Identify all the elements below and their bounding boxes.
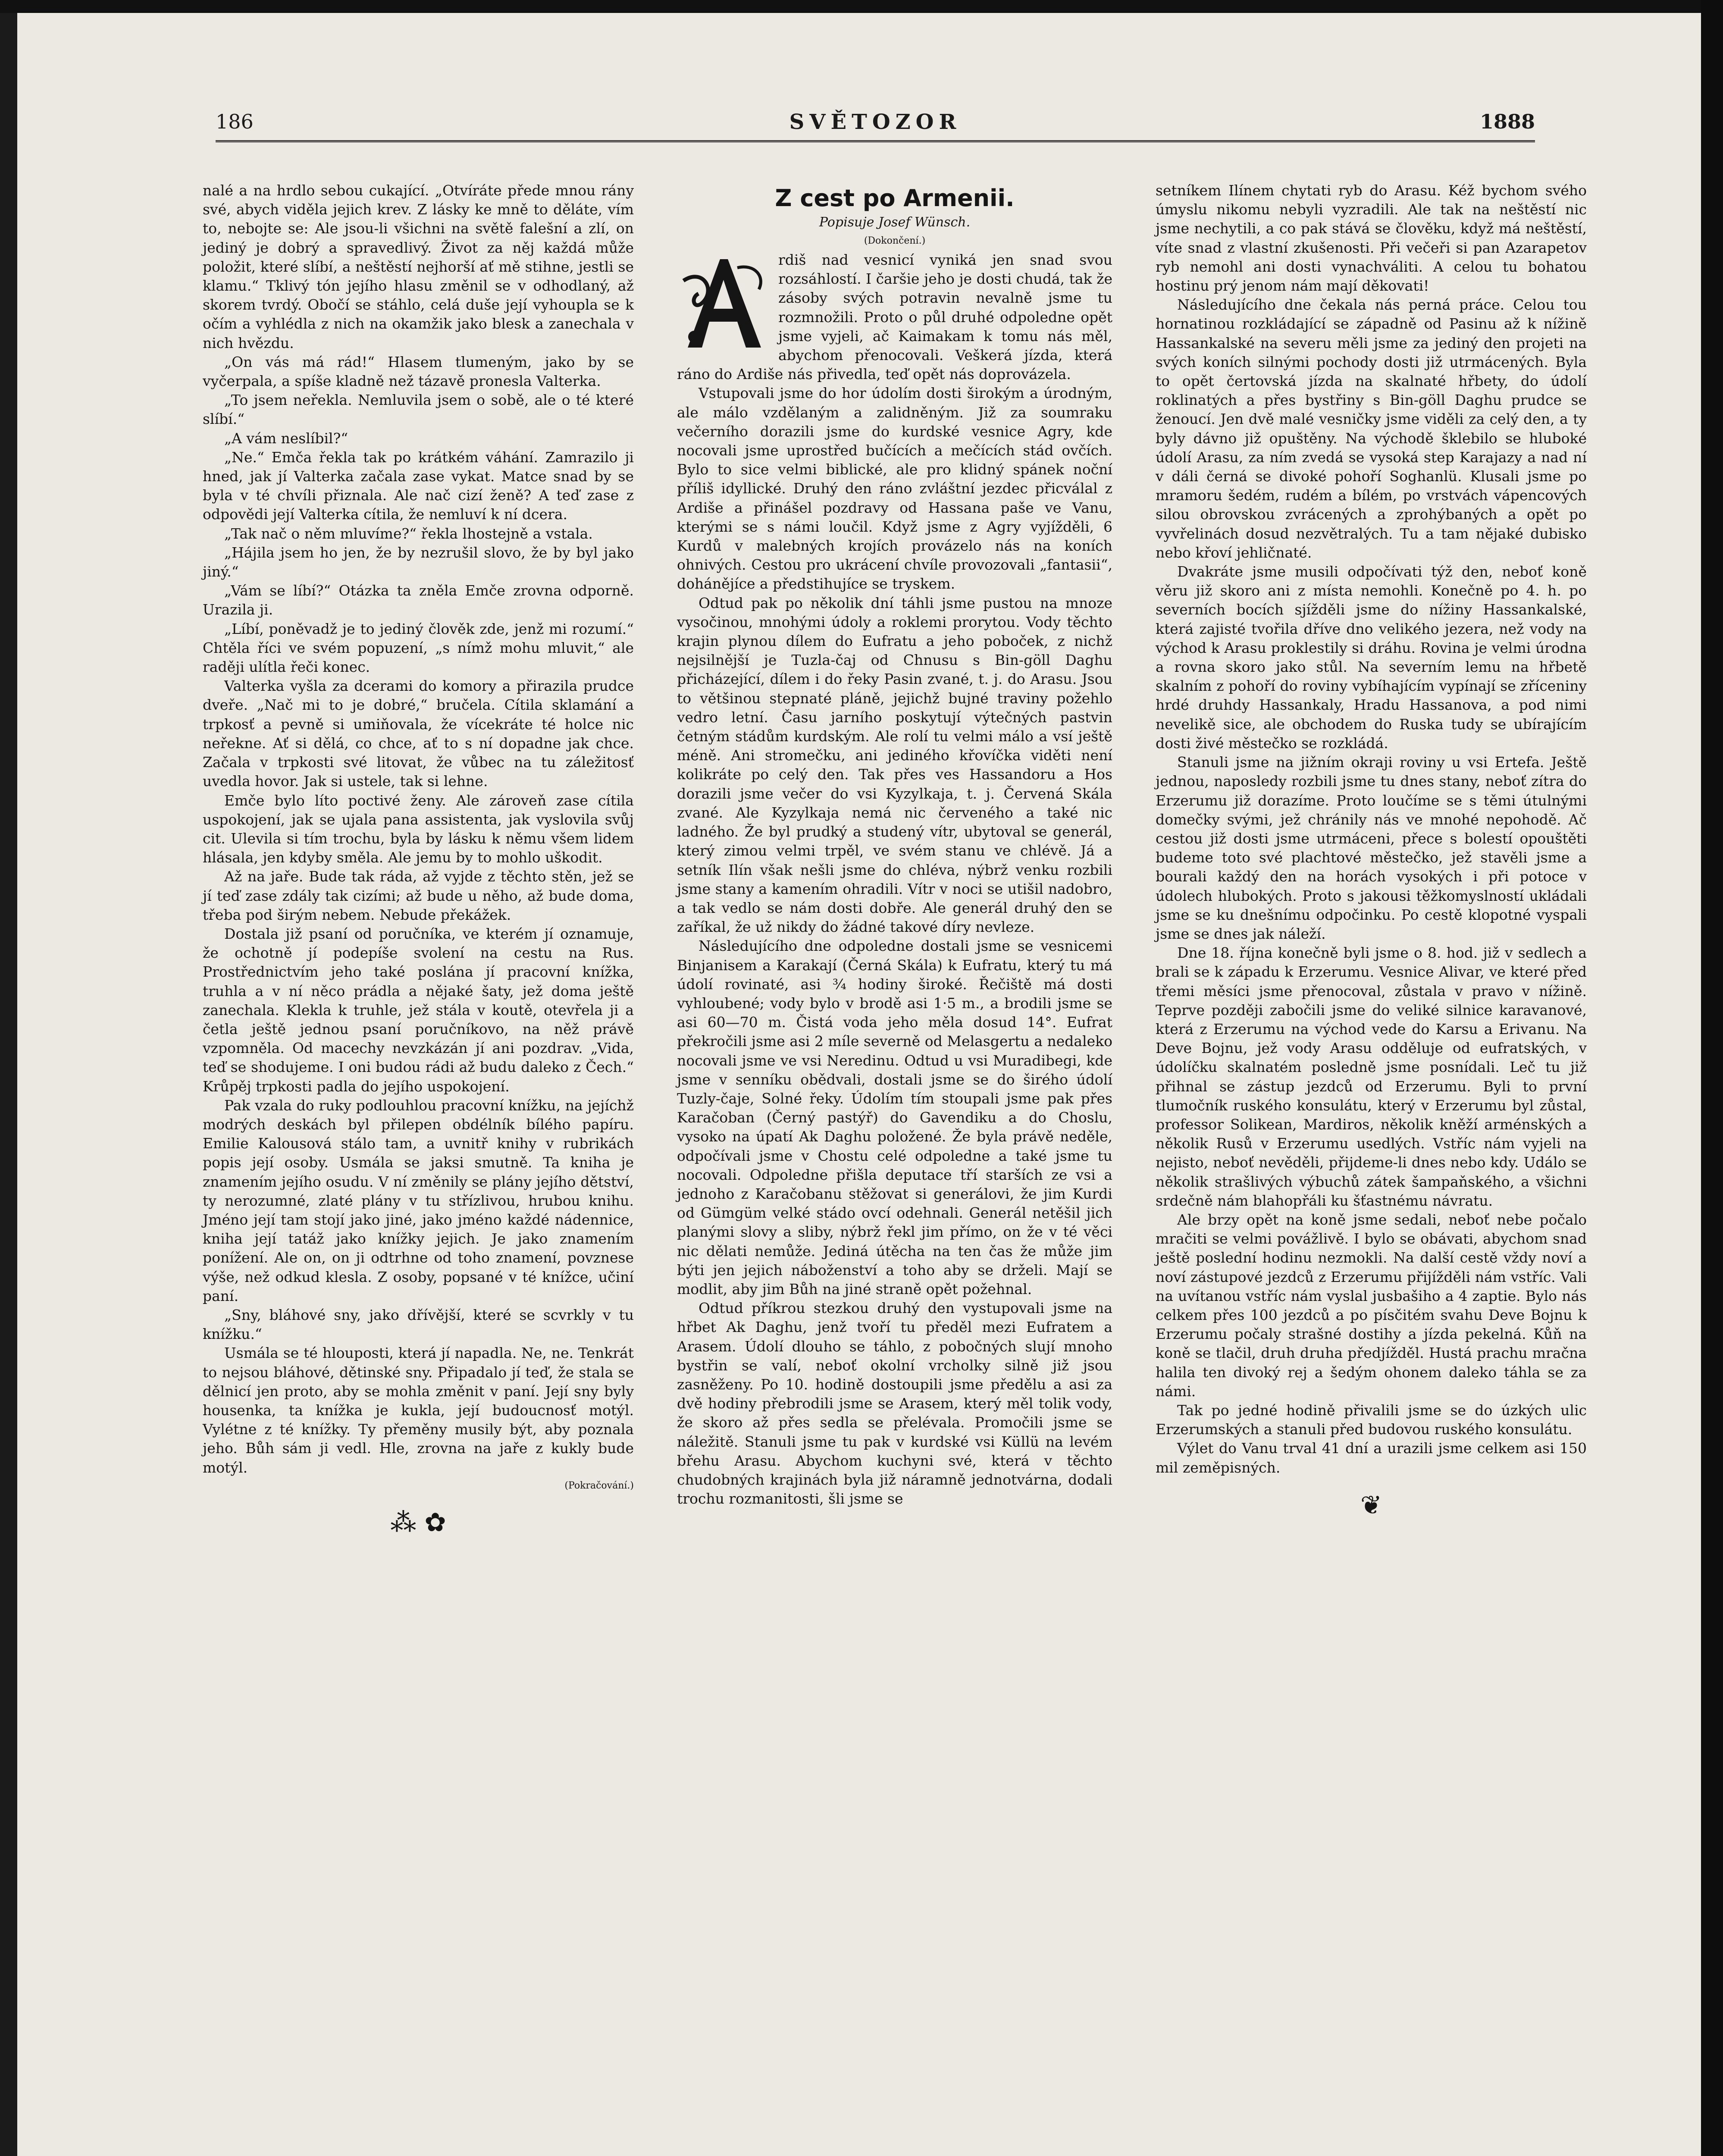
paragraph: „Líbí, poněvadž je to jediný člověk zde, jenž mi rozumí.“ Chtěla říci ve svém popuzení, „s nímž mohu mluvit,“ ale raději ulítla řeči konec. — [203, 620, 634, 676]
paragraph: Dne 18. října konečně byli jsme o 8. hod. již v sedlech a brali se k západu k Erzerumu. Vesnice Alivar, ve které před třemi měsíci jsme přenocoval, zůstala v pravo v nížině. Teprve později zabočili jsme do veliké silnice karavanové, která z Erzerumu na východ vede do Karsu a Erivanu. Na Deve Bojnu, jež vody Arasu odděluje od eufratských, v údolíčku skalnatém posledně jsme posnídali. Leč tu již přihnal se zástup jezdců od Erzerumu. Byli to první tlumočník ruského konsulátu, který v Erzerumu byl zůstal, professor Solikean, Mardiros, několik kněží arménských a několik Rusů v Erzerumu usedlých. Vstříc nám vyjeli na nejisto, neboť nevěděli, přijdeme-li dnes nebo kdy. Událo se několik strašlivých výbuchů zátek šampaňského, a všichni srdečně nám blahopřáli ku šťastnému návratu. — [1156, 944, 1587, 1209]
continued-note: (Pokračování.) — [564, 1480, 634, 1491]
paragraph: Odtud příkrou stezkou druhý den vystupovali jsme na hřbet Ak Daghu, jenž tvoří tu předěl mezi Eufratem a Arasem. Údolí dlouho se táhlo, z pobočných slují mnoho bystřin se valí, neboť okolní vrcholky silně již jsou zasněženy. Po 10. hodině dostoupili jsme předělu a asi za dvě hodiny přebrodili jsme se Arasem, který měl tolik vody, že skoro až přes sedla se přelévala. Promočili jsme se náležitě. Stanuli jsme tu pak v kurdské vsi Küllü na levém břehu Arasu. Abychom kuchyni své, která v těchto chudobných krajinách byla již náramně jednotvárna, dodali trochu rozmanitosti, šli jsme se — [677, 1300, 1112, 1507]
page-header — [216, 110, 1535, 136]
decorative-initial-icon — [677, 251, 770, 352]
paragraph: „On vás má rád!“ Hlasem tlumeným, jako by se vyčerpala, a spíše kladně než tázavě pronesla Valterka. — [203, 353, 634, 390]
paragraph: Vstupovali jsme do hor údolím dosti širokým a úrodným, ale málo vzdělaným a zalidněným. Již za soumraku večerního dorazili jsme do kurdské vesnice Agry, kde nocovali jsme uprostřed bučících a mečících stád ovčích. Bylo to sice velmi biblické, ale pro klidný spánek noční příliš idyllické. Druhý den ráno zvláštní jezdec přicválal z Ardiše a přinášel pozdravy od Hassana paše ve Vanu, kterými se s námi loučil. Když jsme z Agry vyjížděli, 6 Kurdů v malebných krojích provázelo nás na koních ohnivých. Cestou pro ukrácení chvíle provozovali „fantasii“, dohánějíce a předstihujíce se tryskem. — [677, 385, 1112, 592]
year-label: 1888 — [1479, 110, 1535, 133]
paragraph: „To jsem neřekla. Nemluvila jsem o sobě, ale o té které slíbí.“ — [203, 392, 634, 428]
paragraph: „Vám se líbí?“ Otázka ta zněla Emče zrovna odporně. Urazila ji. — [203, 582, 634, 618]
column-middle — [677, 181, 1112, 1508]
floral-ornament-icon: ⁂ ✿ — [390, 1507, 446, 1538]
paragraph: Dostala již psaní od poručníka, ve kterém jí oznamuje, že ochotně jí podepíše svolení na cestu na Rus. Prostřednictvím jeho také poslána jí pracovní knížka, truhla a v ní něco prádla a nějaké šaty, jež doma ještě zanechala. Klekla k truhle, jež stála v koutě, otevřela ji a četla ještě jednou psaní poručníkovo, na něž právě vzpomněla. Od macechy nevzkázán jí ani pozdrav. „Vida, teď se shodujeme. I oni budou rádi až budu daleko z Čech.“ Krůpěj trpkosti padla do jejího uspokojení. — [203, 925, 634, 1095]
magazine-title: SVĚTOZOR — [789, 110, 962, 134]
paragraph: Ale brzy opět na koně jsme sedali, neboť nebe počalo mračiti se velmi povážlivě. I bylo se obávati, abychom snad ještě poslední hodinu nezmokli. Na další cestě vždy noví a noví zástupové jezdců z Erzerumu přijížděli nám vstříc. Vali na uvítanou vstříc nám vyslal jusbašiho a 4 zaptie. Bylo nás celkem přes 100 jezdců a po písčitém svahu Deve Bojnu k Erzerumu počaly strašné dostihy a jízda pekelná. Kůň na koně se tlačil, druh druha předjížděl. Hustá prachu mračna halila ten divoký rej a šedým ohonem daleko táhla se za námi. — [1156, 1211, 1587, 1400]
paragraph: „Hájila jsem ho jen, že by nezrušil slovo, že by byl jako jiný.“ — [203, 544, 634, 580]
paragraph: Následujícího dne čekala nás perná práce. Celou tou hornatinou rozkládající se západně od Pasinu až k nížině Hassankalské na severu měli jsme za jediný den projeti na svých koních silnými pochody dosti již utrmácených. Byla to opět čertovská jízda na skalnaté hřbety, do údolí roklinatých a přes bystřiny s Bin-göll Daghu prudce se ženoucí. Jen dvě malé vesničky jsme viděli za celý den, a ty byly dávno již opuštěny. Na východě šklebilo se hluboké údolí Arasu, za ním zvedá se vysoká step Karajazy a nad ní v dáli černá se divoké pohoří Soghanlü. Klusali jsme po mramoru šedém, rudém a bílém, po vrstvách vápencových silou obrovskou zvrácených a zprohýbaných a opět po vyvřelinách dosud nezvětralých. Tu a tam nějaké dubisko nebo křoví jehličnaté. — [1156, 296, 1587, 561]
drop-cap-letter: A — [714, 321, 727, 341]
paragraph: „Sny, bláhové sny, jako dřívější, které se scvrkly v tu knížku.“ — [203, 1306, 634, 1343]
paragraph: Následujícího dne odpoledne dostali jsme se vesnicemi Binjanisem a Karakají (Černá Skála) k Eufratu, který tu má údolí rovinaté, asi ¾ hodiny široké. Řečiště má dosti vyhloubené; vody bylo v brodě asi 1·5 m., a brodili jsme se asi 60—70 m. Čistá voda jeho měla dosud 14°. Eufrat překročili jsme asi 2 míle severně od Melasgertu a nedaleko nocovali jsme ve vsi Neredinu. Odtud u vsi Muradibegi, kde jsme v senníku obědvali, dostali jsme se do širého údolí Tuzly-čaje, Solné řeky. Údolím tím stoupali jsme pak přes Karačoban (Černý pastýř) do Gavendiku a do Choslu, vysoko na úpatí Ak Daghu položené. Že byla právě neděle, odpočívali jsme v Chostu celé odpoledne a také jsme tu nocovali. Odpoledne přišla deputace tří starších ze vsi a jednoho z Karačobanu stěžovat si generálovi, že jim Kurdi od Gümgüm velké stádo ovcí odehnali. Generál netěšil jich planými slovy a sliby, nýbrž řekl jim přímo, on že v té věci nic dělati nemůže. Jediná útěcha na ten čas že může jim býti jen jejich náboženství a toho aby se drželi. Mají se modlit, aby jim Bůh na jiné straně opět požehnal. — [677, 937, 1112, 1297]
paragraph: Stanuli jsme na jižním okraji roviny u vsi Ertefa. Ještě jednou, naposledy rozbili jsme tu dnes stany, neboť zítra do Erzerumu již dorazíme. Proto loučíme se s těmi útulnými domečky svými, jež chránily nás ve mnohé nepohodě. Ač cestou již dosti jsme utrmáceni, přece s bolestí opouštěti budeme toto své plachtové městečko, jež stavěli jsme a bourali každý den na horách vysokých i při potoce v údolech hlubokých. Proto s jakousi těžkomyslností ukládali jsme se ku dnešnímu odpočinku. Po cestě klopotné vyspali jsme se dnes jak náleží. — [1156, 754, 1587, 942]
fleuron-ornament-icon: ❦ — [1360, 1490, 1382, 1520]
paragraph: Až na jaře. Bude tak ráda, až vyjde z těchto stěn, jež se jí teď zase zdály tak cizími; až bude u něho, až bude doma, třeba pod širým nebem. Nebude překážek. — [203, 868, 634, 923]
column-right — [1156, 181, 1587, 1525]
column-left — [203, 181, 634, 1542]
paragraph: Tak po jedné hodině přivalili jsme se do úzkých ulic Erzerumských a stanuli před budovou ruského konsulátu. — [1156, 1402, 1587, 1438]
paragraph: „Ne.“ Emča řekla tak po krátkém váhání. Zamrazilo ji hned, jak jí Valterka začala zase vykat. Matce snad by se byla v té chvíli přiznala. Ale nač cizí ženě? A teď zase z odpovědi její Valterka cítila, že nemluví k ní dcera. — [203, 448, 634, 523]
paragraph: „A vám neslíbil?“ — [224, 429, 348, 447]
paragraph: Emče bylo líto poctivé ženy. Ale zároveň zase cítila uspokojení, jak se ujala pana assistenta, jak vyslovila svůj cit. Ulevila si tím trochu, byla by lásku k němu všem lidem hlásala, jen kdyby směla. Ale jemu by to mohlo uškodit. — [203, 792, 634, 866]
article-title: Z cest po Armenii. — [775, 185, 1015, 212]
paragraph: Výlet do Vanu trval 41 dní a urazili jsme celkem asi 150 mil zeměpisných. — [1156, 1440, 1587, 1476]
concluded-note: (Dokončení.) — [864, 235, 926, 246]
page-number: 186 — [216, 110, 254, 133]
article-author: Popisuje Josef Wünsch. — [819, 215, 971, 230]
paragraph: Odtud pak po několik dní táhli jsme pustou na mnoze vysočinou, mnohými údoly a roklemi prorytou. Vody těchto krajin plynou dílem do Eufratu a jeho poboček, z nichž nejsilnější je Tuzla-čaj od Chnusu s Bin-göll Daghu přicházející, dílem i do řeky Pasin zvané, t. j. do Arasu. Jsou to většinou stepnaté pláně, jejichž bujné traviny požehlo vedro letní. Času jarního poskytují výtečných pastvin četným stádům kurdským. Ale rolí tu velmi málo a vsí ještě méně. Ani stromečku, ani jediného křovíčka viděti není kolikráte po celý den. Tak přes ves Hassandoru a Hos dorazili jsme večer do vsi Kyzylkaja, t. j. Červená Skála zvané. Ale Kyzylkaja nemá nic červeného a také nic ladného. Že byl prudký a studený vítr, ubytoval se generál, který zimou velmi trpěl, ve svém stanu ve chlévě. Já a setník Ilín však nešli jsme do chléva, nýbrž venku rozbili jsme stany a kamením ohradili. Vítr v noci se utišil nadobro, a tak vedlo se nám dosti dobře. Ale generál druhý den se zaříkal, že už nikdy do žádné takové díry nevleze. — [677, 594, 1112, 936]
paragraph: nalé a na hrdlo sebou cukající. „Otvíráte přede mnou rány své, abych viděla jejich krev. Z lásky ke mně to děláte, vím to, nebojte se: Ale jsou-li všichni na světě falešní a zlí, on jediný je dobrý a spravedlivý. Život za něj každá může položit, které slíbí, a neštěstí nejhorší ať mě stihne, jestli se klamu.“ Tklivý tón jejího hlasu změnil se v odhodlaný, až skorem tvrdý. Obočí se stáhlo, celá duše její vyhoupla se k očím a vyhlédla z nich na okamžik jako blesk a zanechala v nich hvězdu. — [203, 182, 634, 351]
paragraph: setníkem Ilínem chytati ryb do Arasu. Kéž bychom svého úmyslu nikomu nebyli vyzradili. Ale tak na neštěstí nic jsme nechytili, a co pak stává se člověku, když má neštěstí, víte snad z vlastní zkušenosti. Při večeři si pan Azarapetov ryb nemohl ani dosti vynachváliti. A celou tu bohatou hostinu prý jenom nám mají děkovati! — [1156, 182, 1587, 295]
paragraph: Pak vzala do ruky podlouhlou pracovní knížku, na jejíchž modrých deskách byl přilepen obdélník bílého papíru. Emilie Kalousová stálo tam, a uvnitř knihy v rubrikách popis její osoby. Usmála se jaksi smutně. Ta kniha je znamením jejího osudu. V ní změnily se plány jejího dětství, ty nerozumné, zlaté plány v tu střízlivou, hrubou knihu. Jméno její tam stojí jako jiné, jako jméno každé nádennice, kniha její tatáž jako knížky jejich. Je jako znamením ponížení. Ale on, on ji odtrhne od toho znamení, povznese výše, než odkud klesla. Z osoby, popsané v té knížce, učiní paní. — [203, 1097, 634, 1304]
paragraph: „Tak nač o něm mluvíme?“ řekla lhostejně a vstala. — [224, 525, 593, 542]
paragraph: Valterka vyšla za dcerami do komory a přirazila prudce dveře. „Nač mi to je dobré,“ bručela. Cítila sklamání a trpkosť a pevně si umiňovala, že vícekráte té holce nic neřekne. Ať si dělá, co chce, ať to s ní dopadne jak chce. Začala v trpkosti své litovat, že vůbec na tu záležitosť uvedla hovor. Jak si ustele, tak si lehne. — [203, 677, 634, 790]
scan-edge-top — [0, 0, 1723, 13]
paragraph: Usmála se té hlouposti, která jí napadla. Ne, ne. Tenkrát to nejsou bláhové, dětinské sny. Připadalo jí teď, že stala se dělnicí jen proto, aby se mohla změnit v paní. Její sny byly housenka, ta knížka je kukla, její budoucnosť motýl. Vylétne z té knížky. Ty přeměny musily být, aby poznala jeho. Bůh sám ji vedl. Hle, zrovna na jaře z kukly bude motýl. — [203, 1344, 634, 1476]
header-rule — [216, 140, 1535, 142]
paragraph: rdiš nad vesnicí vyniká jen snad svou rozsáhlostí. I čaršie jeho je dosti chudá, tak že zásoby svých potravin nevalně jsme tu rozmnožili. Proto o půl druhé odpoledne opět jsme vyjeli, ač Kaimakam k tomu nás měl, abychom přenocovali. Veškerá jízda, která ráno do Ardiše nás přivedla, teď opět nás doprovázela. — [677, 251, 1112, 383]
scan-edge-right — [1701, 0, 1723, 2156]
paragraph: Dvakráte jsme musili odpočívati týž den, neboť koně věru již skoro ani z místa nemohli. Konečně po 4. h. po severních bocích sjížděli jsme do nížiny Hassankalské, která zajisté tvořila dříve dno velikého jezera, než vody na východ k Arasu proklestily si dráhu. Rovina je velmi úrodna a rovna skoro jako stůl. Na severním lemu na hřbetě skalním z pohoří do roviny vybíhajícím vypínají se zříceniny hrdé druhdy Hassankaly, Hradu Hassanova, a pod nimi nevelikě sice, ale obchodem do Ruska tudy se ubírajícím dosti živé městečko se rozkládá. — [1156, 563, 1587, 752]
